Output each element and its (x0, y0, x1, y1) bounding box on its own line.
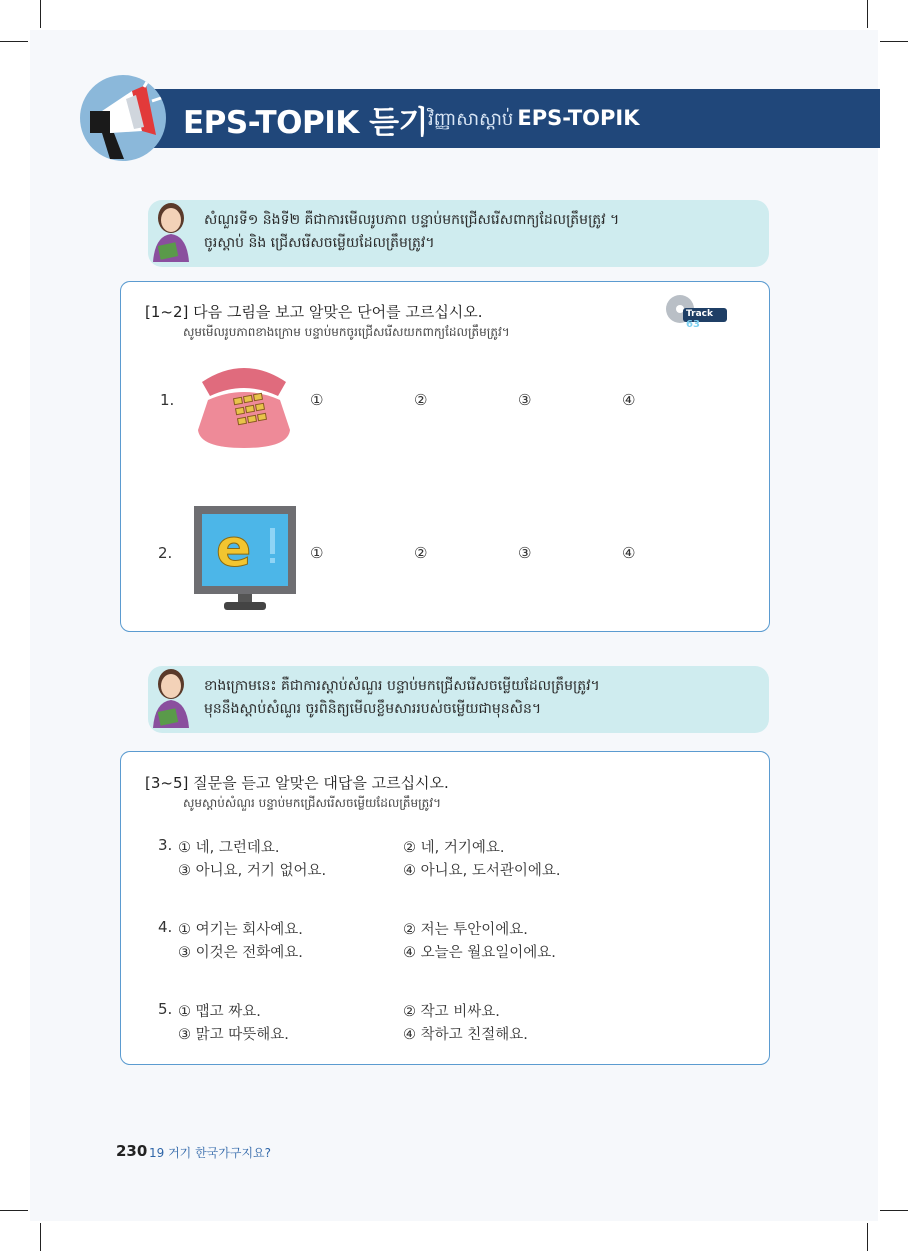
answer-option[interactable]: ② 저는 투안이에요. (403, 922, 528, 938)
instruction-bubble-2 (148, 666, 769, 733)
answer-option[interactable]: ④ 착하고 친절해요. (403, 1027, 528, 1043)
page-number: 230 (116, 1142, 148, 1160)
question-number: 2. (158, 544, 173, 562)
subtitle-km: វិញ្ញាសាស្តាប់ (428, 109, 514, 130)
section-1-title: [1~2] 다음 그림을 보고 알맞은 단어를 고르십시오. (145, 303, 483, 321)
subtitle-tag: EPS-TOPIK (517, 106, 640, 130)
section-2-subtitle: សូមស្តាប់សំណួរ បន្ទាប់មកជ្រើសរើសចម្លើយដែលត្រឹមត្រូវ។ (183, 796, 441, 810)
crop-mark (40, 1223, 41, 1251)
crop-mark (880, 1210, 908, 1211)
instruction-line: ចូរស្តាប់ និង ជ្រើសរើសចម្លើយដែលត្រឹមត្រូវ។ (204, 235, 435, 251)
crop-mark (0, 1210, 28, 1211)
track-number: 63 (686, 319, 700, 330)
instruction-line: មុននឹងស្តាប់សំណួរ ចូរពិនិត្យមើលខ្លឹមសាររបស់ចម្លើយជាមុនសិន។ (204, 701, 542, 717)
question-number: 3. (158, 836, 173, 854)
crop-mark (867, 1223, 868, 1251)
answer-option[interactable]: ③ 이것은 전화예요. (178, 945, 303, 961)
answer-option[interactable]: ② 작고 비싸요. (403, 1004, 500, 1020)
answer-option[interactable]: ① 맵고 짜요. (178, 1004, 261, 1020)
megaphone-icon (80, 75, 166, 161)
track-label: Track 63 (686, 309, 713, 330)
option-4[interactable]: ④ (622, 544, 636, 562)
answer-option[interactable]: ① 여기는 회사예요. (178, 922, 303, 938)
answer-option[interactable]: ③ 아니요, 거기 없어요. (178, 863, 327, 879)
page-title: EPS-TOPIK 듣기 (183, 105, 428, 141)
option-2[interactable]: ② (414, 544, 428, 562)
answer-option[interactable]: ① 네, 그런데요. (178, 840, 280, 856)
track-badge[interactable] (665, 294, 729, 330)
section-2-title: [3~5] 질문을 듣고 알맞은 대답을 고르십시오. (145, 774, 449, 792)
crop-mark (880, 41, 908, 42)
question-number: 5. (158, 1000, 173, 1018)
option-3[interactable]: ③ (518, 544, 532, 562)
teacher-avatar (145, 662, 197, 734)
instruction-line: ខាងក្រោមនេះ គឺជាការស្តាប់សំណួរ បន្ទាប់មកជ្រើសរើសចម្លើយដែលត្រឹមត្រូវ។ (204, 678, 600, 694)
instruction-line: សំណួរទី១ និងទី២ គឺជាការមើលរូបភាព បន្ទាប់មកជ្រើសរើសពាក្យដែលត្រឹមត្រូវ ។ (204, 212, 620, 228)
option-2[interactable]: ② (414, 391, 428, 409)
svg-text:e: e (216, 519, 252, 579)
crop-mark (867, 0, 868, 28)
answer-option[interactable]: ④ 오늘은 월요일이에요. (403, 945, 556, 961)
option-1[interactable]: ① (310, 544, 324, 562)
option-3[interactable]: ③ (518, 391, 532, 409)
question-number: 4. (158, 918, 173, 936)
chapter-title: 19 거기 한국가구지요? (149, 1146, 272, 1160)
answer-option[interactable]: ② 네, 거기예요. (403, 840, 505, 856)
telephone-icon (194, 360, 294, 454)
section-1-subtitle: សូមមើលរូបភាពខាងក្រោម បន្ទាប់មកចូរជ្រើសរើសយកពាក្យដែលត្រឹមត្រូវ។ (183, 325, 510, 339)
teacher-avatar (145, 196, 197, 268)
crop-mark (0, 41, 28, 42)
instruction-bubble-1 (148, 200, 769, 267)
option-4[interactable]: ④ (622, 391, 636, 409)
answer-option[interactable]: ④ 아니요, 도서관이에요. (403, 863, 561, 879)
crop-mark (40, 0, 41, 28)
question-number: 1. (160, 391, 175, 409)
answer-option[interactable]: ③ 맑고 따뜻해요. (178, 1027, 289, 1043)
page-subtitle (428, 106, 640, 134)
option-1[interactable]: ① (310, 391, 324, 409)
monitor-icon (194, 506, 296, 616)
